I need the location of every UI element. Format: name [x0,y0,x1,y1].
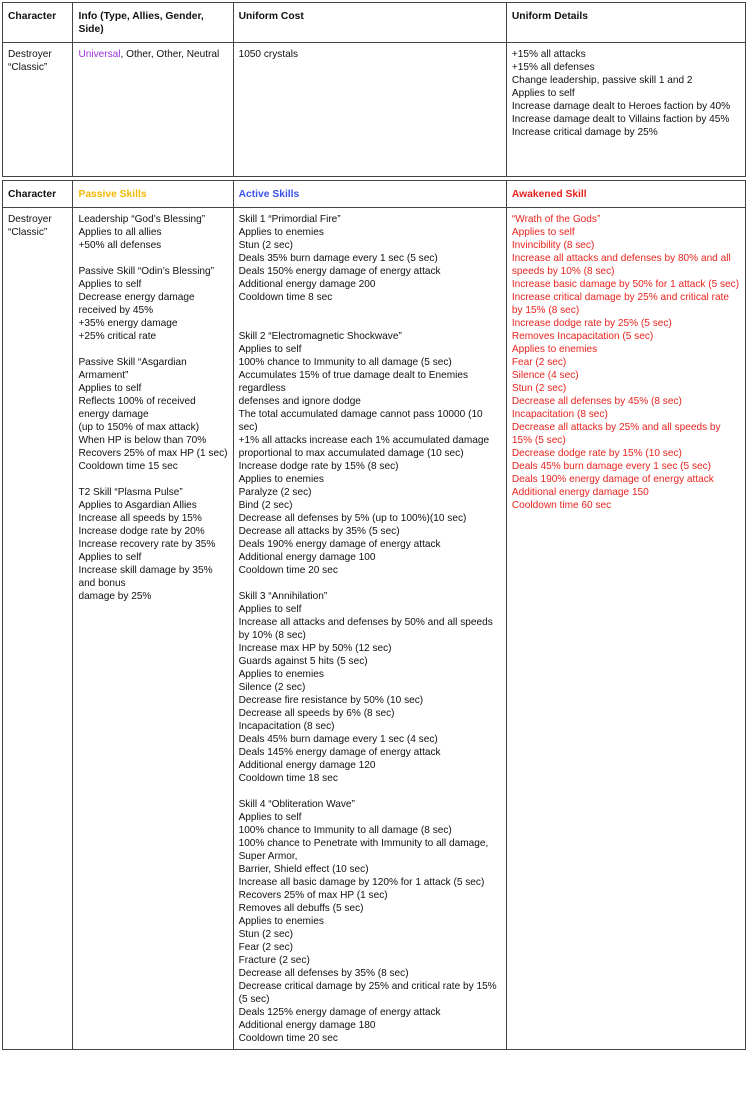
list-item: Applies to enemies [238,916,324,927]
list-item: Increase dodge rate by 15% (8 sec) [238,461,399,472]
list-item: Increase dodge rate by 20% [78,526,205,537]
list-item: Additional energy damage 100 [238,552,376,563]
list-item: +15% all attacks [511,49,586,60]
list-item: Increase critical damage by 25% and critical rate by 15% (8 sec) [511,292,729,316]
character-name: Destroyer [8,214,52,225]
list-item: Deals 190% energy damage of energy attack [238,539,441,550]
passive-skills-cell [73,208,233,1050]
spacer [239,785,502,798]
list-item: Additional energy damage 150 [511,487,649,498]
passive-skills-list [78,213,228,603]
list-item: Increase damage dealt to Villains faction by 45% [511,114,730,125]
list-item: Stun (2 sec) [511,383,567,394]
active-skills-list [239,213,502,1045]
list-item: Applies to all allies [78,227,162,238]
list-item: Cooldown time 8 sec [238,292,333,303]
list-item: (up to 150% of max attack) [78,422,200,433]
list-item: +35% energy damage [78,318,178,329]
list-item: Decrease all attacks by 35% (5 sec) [238,526,400,537]
list-item: Passive Skill “Asgardian Armament” [78,357,187,381]
list-item: Removes Incapacitation (5 sec) [511,331,654,342]
list-item: Barrier, Shield effect (10 sec) [238,864,369,875]
list-item: +25% critical rate [78,331,157,342]
skills-table [2,2,746,1050]
list-item: Decrease all defenses by 5% (up to 100%)(10 sec) [238,513,467,524]
list-item: Additional energy damage 120 [238,760,376,771]
list-item: Decrease critical damage by 25% and critical rate by 15% (5 sec) [238,981,497,1005]
list-item: Applies to self [511,88,575,99]
list-item: Additional energy damage 180 [238,1020,376,1031]
list-item: Decrease all defenses by 35% (8 sec) [238,968,409,979]
list-item: Deals 125% energy damage of energy attack [238,1007,441,1018]
list-item: Decrease fire resistance by 50% (10 sec) [238,695,424,706]
list-item: Increase dodge rate by 25% (5 sec) [511,318,672,329]
character-variant: “Classic” [8,62,48,73]
list-item: Change leadership, passive skill 1 and 2 [511,75,693,86]
list-item: Skill 3 “Annihilation” [238,591,328,602]
list-item: Incapacitation (8 sec) [511,409,608,420]
spacer [78,252,228,265]
list-item: Removes all debuffs (5 sec) [238,903,364,914]
info-cell [73,43,233,177]
list-item: 100% chance to Penetrate with Immunity to all damage, Super Armor, [238,838,489,862]
list-item: Cooldown time 15 sec [78,461,178,472]
list-item: Decrease all attacks by 25% and all speeds by 15% (5 sec) [511,422,721,446]
header-uniform-details: Uniform Details [506,3,745,43]
character-cell-2 [3,208,73,1050]
list-item: Cooldown time 18 sec [238,773,338,784]
list-item: Deals 45% burn damage every 1 sec (4 sec) [238,734,438,745]
list-item: Applies to Asgardian Allies [78,500,197,511]
list-item: Increase critical damage by 25% [511,127,658,138]
list-item: Bind (2 sec) [238,500,293,511]
list-item: Increase all attacks and defenses by 80% and all speeds by 10% (8 sec) [511,253,731,277]
list-item: The total accumulated damage cannot pass 10000 (10 sec) [238,409,483,433]
list-item: Applies to self [511,227,575,238]
uniform-cost-cell: 1050 crystals [233,43,506,177]
list-item: Paralyze (2 sec) [238,487,312,498]
list-item: Increase skill damage by 35% and bonus [78,565,213,589]
list-item: Passive Skill “Odin’s Blessing” [78,266,215,277]
list-item: Reflects 100% of received energy damage [78,396,196,420]
list-item: Leadership “God’s Blessing” [78,214,206,225]
list-item: Applies to self [78,383,142,394]
list-item: Guards against 5 hits (5 sec) [238,656,368,667]
list-item: Cooldown time 20 sec [238,565,338,576]
list-item: proportional to max accumulated damage (10 sec) [238,448,464,459]
list-item: 100% chance to Immunity to all damage (5 sec) [238,357,452,368]
header-character-2: Character [3,181,73,208]
list-item: Increase all speeds by 15% [78,513,202,524]
list-item: Applies to enemies [238,669,324,680]
list-item: Applies to enemies [238,227,324,238]
list-item: Fear (2 sec) [238,942,293,953]
list-item: Accumulates 15% of true damage dealt to Enemies regardless [238,370,469,394]
list-item: Applies to self [238,812,302,823]
list-item: Incapacitation (8 sec) [238,721,335,732]
list-item: defenses and ignore dodge [238,396,361,407]
list-item: Stun (2 sec) [238,240,293,251]
list-item: Cooldown time 20 sec [238,1033,338,1044]
header-active-skills: Active Skills [233,181,506,208]
awakened-skill-list [512,213,741,512]
character-name: Destroyer [8,49,52,60]
list-item: +1% all attacks increase each 1% accumulated damage [238,435,490,446]
active-skills-cell [233,208,506,1050]
header-passive-skills: Passive Skills [73,181,233,208]
list-item: Deals 45% burn damage every 1 sec (5 sec) [511,461,712,472]
spacer [239,317,502,330]
list-item: Additional energy damage 200 [238,279,376,290]
list-item: Deals 145% energy damage of energy attack [238,747,441,758]
list-item: T2 Skill “Plasma Pulse” [78,487,183,498]
list-item: Recovers 25% of max HP (1 sec) [78,448,228,459]
list-item: Increase max HP by 50% (12 sec) [238,643,392,654]
list-item: Decrease dodge rate by 15% (10 sec) [511,448,682,459]
list-item: Deals 150% energy damage of energy attack [238,266,441,277]
list-item: Stun (2 sec) [238,929,293,940]
list-item: Skill 4 “Obliteration Wave” [238,799,355,810]
list-item: 100% chance to Immunity to all damage (8 sec) [238,825,452,836]
list-item: Decrease all speeds by 6% (8 sec) [238,708,395,719]
header-info: Info (Type, Allies, Gender, Side) [73,3,233,43]
list-item: Deals 190% energy damage of energy attack [511,474,714,485]
list-item: Silence (4 sec) [511,370,579,381]
list-item: +15% all defenses [511,62,595,73]
list-item: Increase recovery rate by 35% [78,539,216,550]
list-item: Skill 2 “Electromagnetic Shockwave” [238,331,402,342]
uniform-row [3,43,746,177]
awakened-skill-cell [506,208,745,1050]
uniform-header-row [3,3,746,43]
spacer [78,473,228,486]
list-item: When HP is below than 70% [78,435,207,446]
skills-header-row [3,181,746,208]
list-item: Recovers 25% of max HP (1 sec) [238,890,388,901]
list-item: Applies to self [238,344,302,355]
list-item: Decrease all defenses by 45% (8 sec) [511,396,682,407]
header-uniform-cost: Uniform Cost [233,3,506,43]
spacer [239,577,502,590]
list-item: Fracture (2 sec) [238,955,310,966]
list-item: Invincibility (8 sec) [511,240,595,251]
list-item: Skill 1 “Primordial Fire” [238,214,341,225]
list-item: Applies to enemies [511,344,598,355]
uniform-details-list [512,48,741,139]
list-item: Increase all attacks and defenses by 50% and all speeds by 10% (8 sec) [238,617,493,641]
spacer [239,304,502,317]
header-awakened-skill: Awakened Skill [506,181,745,208]
list-item: Applies to enemies [238,474,324,485]
character-variant: “Classic” [8,227,48,238]
list-item: Cooldown time 60 sec [511,500,612,511]
spacer [78,343,228,356]
info-type: Universal [78,49,121,60]
skills-row [3,208,746,1050]
list-item: Increase damage dealt to Heroes faction by 40% [511,101,731,112]
list-item: Decrease energy damage received by 45% [78,292,195,316]
list-item: Deals 35% burn damage every 1 sec (5 sec) [238,253,438,264]
list-item: Increase all basic damage by 120% for 1 attack (5 sec) [238,877,485,888]
character-cell [3,43,73,177]
list-item: Applies to self [78,279,142,290]
list-item: Applies to self [78,552,142,563]
list-item: Applies to self [238,604,302,615]
header-character: Character [3,3,73,43]
list-item: Fear (2 sec) [511,357,567,368]
uniform-details-cell [506,43,745,177]
list-item: Silence (2 sec) [238,682,306,693]
info-rest: , Other, Other, Neutral [120,49,220,60]
list-item: +50% all defenses [78,240,162,251]
list-item: damage by 25% [78,591,152,602]
list-item: “Wrath of the Gods” [511,214,601,225]
list-item: Increase basic damage by 50% for 1 attack (5 sec) [511,279,740,290]
